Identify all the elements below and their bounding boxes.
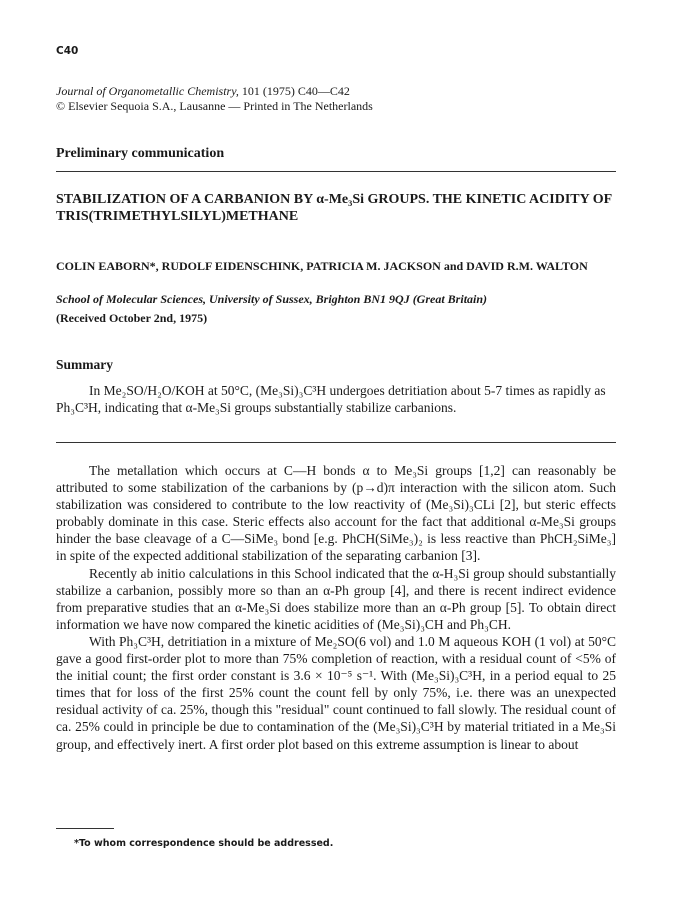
body-paragraph: The metallation which occurs at C—H bonds α to Me₃Si groups [1,2] can reasonably be attributed to some stabilization of the carbanions by (p→d)π interaction with the silicon atom. Such stabilization was considered to contribute to the low reactivity of (Me₃Si)₃CLi [2], but steric effects probably dominate in this case. Steric effects also account for the fact that additional α-Me₃Si groups hinder the base cleavage of a C—SiMe₃ bond [e.g. PhCH(SiMe₃)₂ is less reactive than PhCH₂SiMe₃] in spite of the expected additional stabilization of the separating carbanion [3]. — [56, 463, 616, 564]
section-label: Preliminary communication — [56, 146, 225, 161]
body-paragraph: With Ph₃C³H, detritiation in a mixture of Me₂SO(6 vol) and 1.0 M aqueous KOH (1 vol) at 50°C gave a good first-order plot to more than 75% completion of reaction, with a residual count of <5% of the initial count; the first order constant is 3.6 × 10⁻⁵ s⁻¹. With (Me₃Si)₃C³H, in a period equal to 25 times that for loss of the first 25% count the count fell by only 75%, i.e. there was an unexpected residual activity of ca. 25%, though this "residual" count continued to fall slowly. The residual count of ca. 25% could in principle be due to contamination of the (Me₃Si)₃C³H by material tritiated in a Me₃Si group, and effectively inert. A first order plot based on this extreme assumption is linear to about — [56, 633, 616, 752]
summary-text — [56, 382, 616, 416]
divider — [56, 171, 616, 172]
received-date: (Received October 2nd, 1975) — [56, 311, 208, 325]
footnote: *To whom correspondence should be addressed. — [74, 838, 334, 849]
journal-citation: 101 (1975) C40—C42 — [238, 84, 350, 98]
journal-name: Journal of Organometallic Chemistry, — [56, 84, 239, 98]
footnote-rule — [56, 828, 114, 829]
body-paragraph: Recently ab initio calculations in this School indicated that the α-H₃Si group should substantially stabilize a carbanion, possibly more so than an α-Ph group [4], and there is recent indirect evidence from preparative studies that an α-Me₃Si does stabilize more than an α-Ph group [5]. To obtain direct information we have now compared the kinetic acidities of (Me₃Si)₃CH and Ph₃CH. — [56, 565, 616, 632]
divider — [56, 442, 616, 443]
body-text — [56, 462, 616, 753]
summary-heading: Summary — [56, 357, 113, 372]
publisher-line: © Elsevier Sequoia S.A., Lausanne — Printed in The Netherlands — [56, 99, 373, 113]
summary-paragraph: In Me₂SO/H₂O/KOH at 50°C, (Me₃Si)₃C³H undergoes detritiation about 5-7 times as rapidly as Ph₃C³H, indicating that α-Me₃Si groups substantially stabilize carbanions. — [56, 383, 606, 415]
author-list: COLIN EABORN*, RUDOLF EIDENSCHINK, PATRICIA M. JACKSON and DAVID R.M. WALTON — [56, 259, 588, 273]
affiliation: School of Molecular Sciences, University of Sussex, Brighton BN1 9QJ (Great Britain) — [56, 292, 488, 306]
article-title: STABILIZATION OF A CARBANION BY α-Me₃Si GROUPS. THE KINETIC ACIDITY OF TRIS(TRIMETHYLSILYL)METHANE — [56, 192, 612, 224]
page-number: C40 — [56, 45, 79, 57]
journal-reference — [56, 84, 350, 99]
